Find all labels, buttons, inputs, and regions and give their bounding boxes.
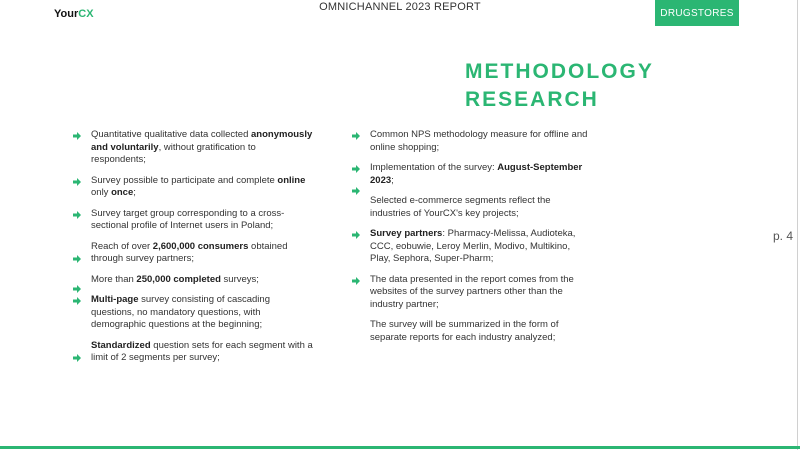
arrow-bullet-icon xyxy=(352,231,360,239)
item-text: Survey possible to participate and complete xyxy=(91,174,278,186)
item-text: Reach of over xyxy=(91,240,153,252)
item-text: question sets for each segment with a limit of 2 segments per survey; xyxy=(91,339,313,363)
item-text: The survey will be summarized in the form of separate reports for each industry analyzed; xyxy=(370,319,559,343)
item-text: : Pharmacy-Melissa, Audioteka, CCC, eobuwie, Leroy Merlin, Modivo, Multikino, Play, Sephora, Super-Pharm; xyxy=(370,228,576,264)
item-bold: Multi-page xyxy=(91,294,139,305)
item-bold: anonymously and voluntarily xyxy=(91,129,313,153)
heading-line-2: RESEARCH xyxy=(465,88,599,111)
arrow-bullet-icon xyxy=(73,354,81,362)
list-item xyxy=(73,175,313,200)
item-text: surveys; xyxy=(220,273,259,285)
item-text: survey consisting of cascading questions, no mandatory questions, with demographic questions at the beginning; xyxy=(91,294,270,330)
item-bold: 2,600,000 consumers xyxy=(152,240,249,252)
list-item xyxy=(73,241,313,266)
arrow-bullet-icon xyxy=(73,285,81,293)
arrow-bullet-icon xyxy=(352,165,360,173)
item-bold: Standardized xyxy=(91,339,151,351)
bottom-accent-line xyxy=(0,446,800,449)
item-text: ; xyxy=(391,174,394,186)
list-item xyxy=(352,195,592,220)
segment-badge: DRUGSTORES xyxy=(655,0,739,26)
item-text: Quantitative qualitative data collected xyxy=(91,129,252,140)
item-text: , without gratification to respondents; xyxy=(91,141,256,165)
item-text: only xyxy=(91,187,112,198)
list-item xyxy=(352,274,592,312)
item-bold: online xyxy=(277,174,306,186)
item-bold: 250,000 completed xyxy=(136,273,221,285)
arrow-bullet-icon xyxy=(73,255,81,263)
right-bullet-list xyxy=(352,129,592,352)
item-text: ; xyxy=(133,187,136,198)
page-edge-divider xyxy=(797,0,798,450)
list-item xyxy=(73,208,313,233)
list-item xyxy=(352,162,592,187)
item-bold: August-September 2023 xyxy=(370,162,583,186)
arrow-bullet-icon xyxy=(352,132,360,140)
list-item xyxy=(352,228,592,266)
arrow-bullet-icon xyxy=(73,211,81,219)
list-item xyxy=(73,340,313,365)
arrow-bullet-icon xyxy=(73,297,81,305)
item-text: Common NPS methodology measure for offline and online shopping; xyxy=(370,129,588,153)
heading-line-1: METHODOLOGY xyxy=(465,60,654,83)
item-text: Survey target group corresponding to a cross-sectional profile of Internet users in Poland; xyxy=(91,207,285,231)
item-bold: once xyxy=(111,187,134,198)
item-text: Implementation of the survey: xyxy=(370,162,498,173)
list-item xyxy=(352,319,592,344)
logo-accent: CX xyxy=(78,8,94,20)
item-bold: Survey partners xyxy=(370,228,443,239)
report-title: OMNICHANNEL 2023 REPORT xyxy=(319,1,481,13)
item-text: Selected e-commerce segments reflect the industries of YourCX's key projects; xyxy=(370,195,551,219)
left-bullet-list xyxy=(73,129,313,373)
section-heading xyxy=(465,58,654,114)
list-item xyxy=(352,129,592,154)
arrow-bullet-icon xyxy=(73,178,81,186)
arrow-bullet-icon xyxy=(73,132,81,140)
arrow-bullet-icon xyxy=(352,187,360,195)
list-item xyxy=(73,274,313,287)
list-item xyxy=(73,294,313,332)
page-number: p. 4 xyxy=(773,229,794,243)
item-text: More than xyxy=(91,273,137,285)
arrow-bullet-icon xyxy=(352,277,360,285)
logo-text: Your xyxy=(54,8,79,20)
item-text: The data presented in the report comes from the websites of the survey partners other than the industry partner; xyxy=(370,273,574,310)
item-text: obtained through survey partners; xyxy=(91,240,288,264)
list-item xyxy=(73,129,313,167)
